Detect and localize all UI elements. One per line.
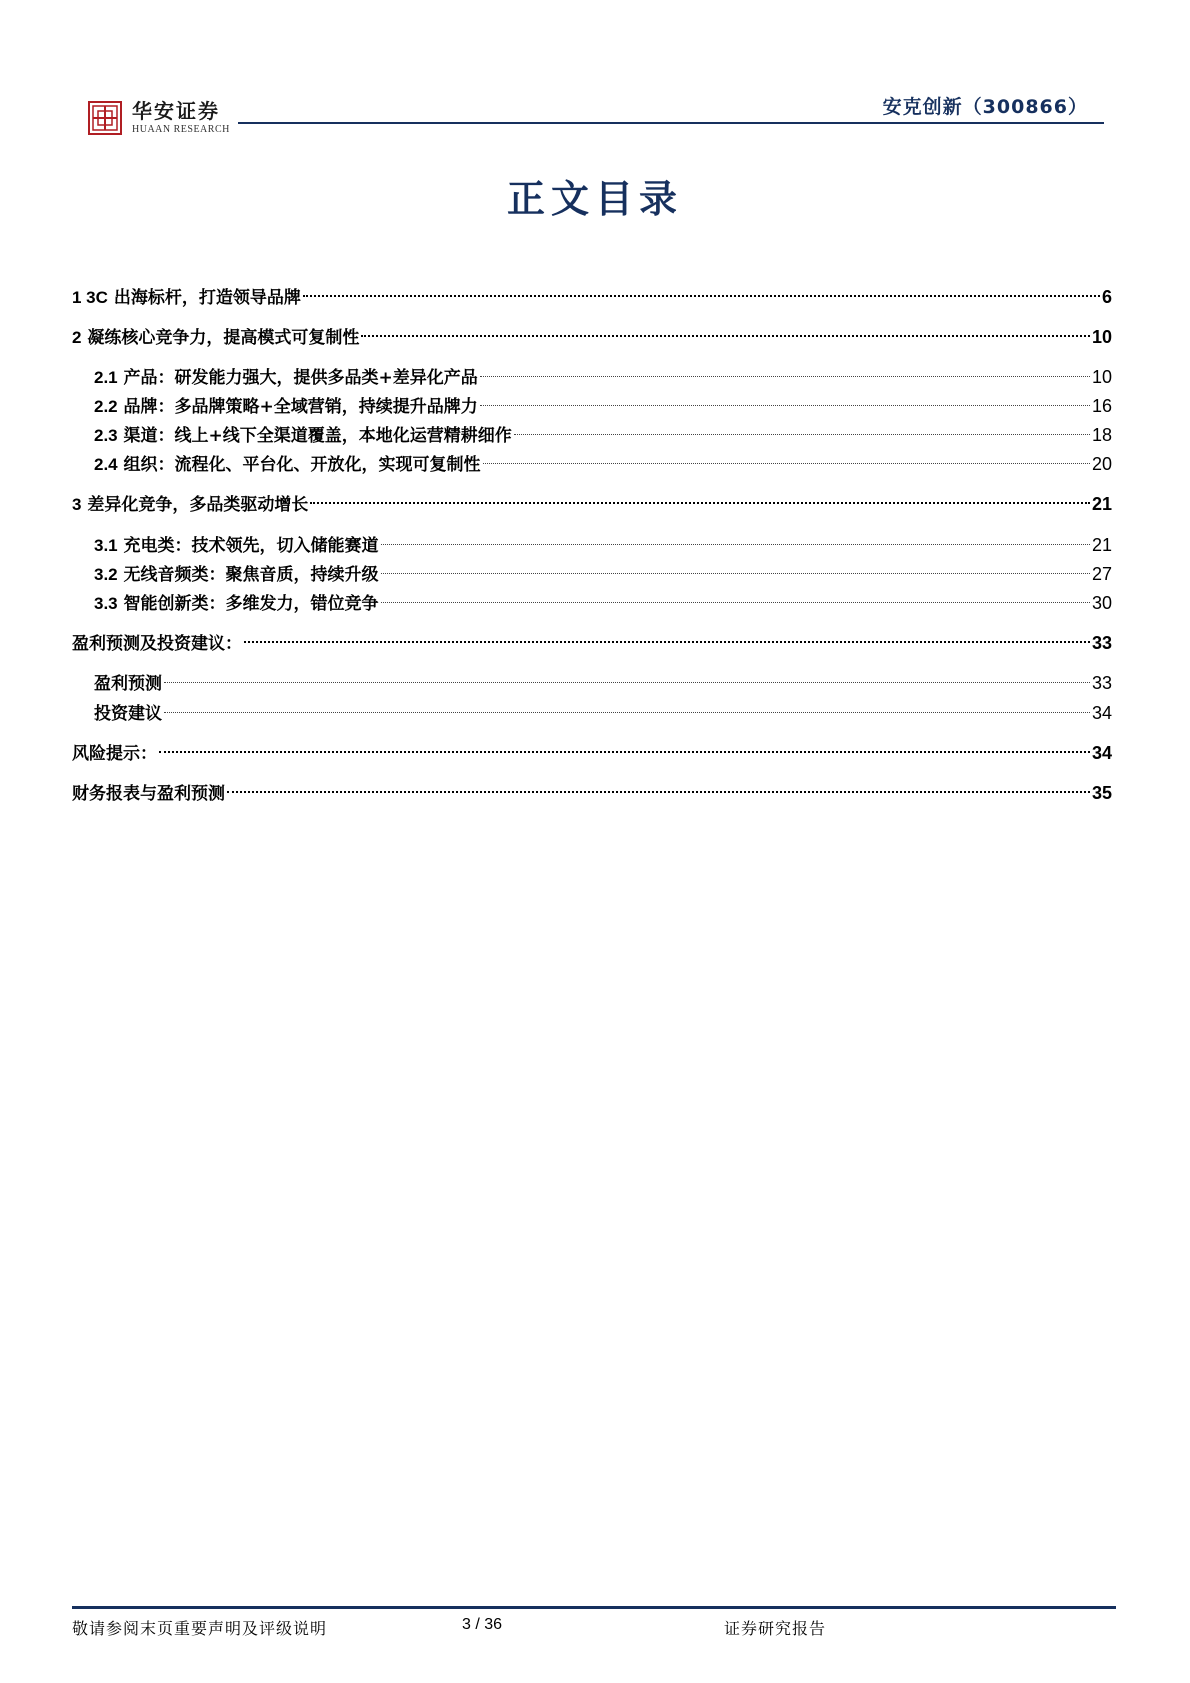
- page-header: [0, 0, 1190, 150]
- toc-dot-leader: [164, 682, 1090, 683]
- toc-entry-label: [94, 669, 162, 699]
- page-title: 正文目录: [506, 176, 683, 221]
- toc-entry[interactable]: [72, 420, 1112, 450]
- toc-entry[interactable]: [72, 628, 1112, 658]
- toc-entry-page: 10: [1091, 367, 1112, 387]
- toc-dot-leader: [244, 641, 1090, 643]
- toc-entry-page: 21: [1091, 494, 1112, 514]
- footer-disclaimer: 敬请参阅末页重要声明及评级说明: [72, 1619, 328, 1638]
- company-logo: [88, 100, 230, 136]
- toc-dot-leader: [381, 573, 1090, 574]
- header-divider: [238, 122, 1104, 124]
- toc-dot-leader: [381, 602, 1090, 603]
- toc-entry-page: 16: [1091, 396, 1112, 416]
- toc-entry-page: 10: [1091, 327, 1112, 347]
- toc-entry[interactable]: [72, 778, 1112, 808]
- toc-entry-text: 品牌：多品牌策略+全域营销，持续提升品牌力: [117, 397, 478, 417]
- toc-dot-leader: [303, 295, 1100, 297]
- toc-entry[interactable]: [72, 559, 1112, 589]
- toc-entry-text: 智能创新类：多维发力，错位竞争: [117, 594, 379, 614]
- toc-entry-number: 2.2: [94, 397, 118, 416]
- page-number: 3 / 36: [462, 1616, 503, 1633]
- toc-entry[interactable]: [72, 489, 1112, 519]
- toc-entry-page: 35: [1091, 783, 1112, 803]
- report-type: 证券研究报告: [724, 1619, 827, 1638]
- logo-chinese-name: 华安证券: [132, 99, 220, 123]
- toc-entry-text: 投资建议: [94, 704, 162, 724]
- toc-entry-label: [72, 283, 301, 313]
- toc-entry-text: 盈利预测: [94, 674, 162, 694]
- toc-entry-number: 2: [72, 328, 82, 347]
- toc-entry[interactable]: [72, 668, 1112, 698]
- toc-entry-number: 2.4: [94, 455, 118, 474]
- toc-entry-label: [94, 450, 481, 480]
- toc-entry-number: 2.1: [94, 368, 118, 387]
- stock-label: 安克创新（300866）: [882, 96, 1088, 118]
- toc-entry[interactable]: [72, 322, 1112, 352]
- toc-entry-text: 产品：研发能力强大，提供多品类+差异化产品: [117, 368, 478, 388]
- footer-divider: [72, 1606, 1116, 1609]
- toc-dot-leader: [159, 751, 1090, 753]
- toc-dot-leader: [361, 335, 1090, 337]
- toc-entry[interactable]: [72, 282, 1112, 312]
- toc-entry-label: [72, 629, 242, 659]
- toc-entry-text: 风险提示：: [72, 744, 157, 764]
- toc-dot-leader: [483, 463, 1090, 464]
- toc-entry-text: 组织：流程化、平台化、开放化，实现可复制性: [117, 455, 481, 475]
- toc-entry-text: 差异化竞争，多品类驱动增长: [81, 495, 309, 515]
- toc-dot-leader: [310, 502, 1090, 504]
- toc-entry-page: 33: [1091, 633, 1112, 653]
- toc-entry-number: 3: [72, 495, 82, 514]
- toc-entry-page: 18: [1091, 425, 1112, 445]
- toc-entry-label: [94, 560, 379, 590]
- toc-entry-label: [94, 699, 162, 729]
- toc-dot-leader: [514, 434, 1090, 435]
- toc-dot-leader: [381, 544, 1090, 545]
- toc-entry-page: 30: [1091, 593, 1112, 613]
- toc-entry-page: 34: [1091, 703, 1112, 723]
- toc-entry[interactable]: [72, 449, 1112, 479]
- toc-entry-text: 凝练核心竞争力，提高模式可复制性: [81, 328, 360, 348]
- toc-entry-page: 33: [1091, 673, 1112, 693]
- toc-dot-leader: [227, 791, 1090, 793]
- toc-entry-text: 渠道：线上+线下全渠道覆盖，本地化运营精耕细作: [117, 426, 512, 446]
- toc-dot-leader: [164, 712, 1090, 713]
- toc-entry-label: [94, 421, 512, 451]
- toc-entry-label: [94, 392, 478, 422]
- toc-entry-text: 财务报表与盈利预测: [72, 784, 225, 804]
- toc-entry[interactable]: [72, 698, 1112, 728]
- toc-entry-number: 3.1: [94, 536, 118, 555]
- toc-entry-page: 27: [1091, 564, 1112, 584]
- toc-entry-page: 34: [1091, 743, 1112, 763]
- logo-english-name: HUAAN RESEARCH: [132, 124, 230, 135]
- toc-dot-leader: [480, 405, 1090, 406]
- toc-entry-label: [72, 779, 225, 809]
- toc-entry-number: 3.3: [94, 594, 118, 613]
- toc-entry-label: [72, 323, 359, 353]
- toc-entry[interactable]: [72, 738, 1112, 768]
- toc-entry[interactable]: [72, 530, 1112, 560]
- toc-entry-text: 充电类：技术领先，切入储能赛道: [117, 536, 379, 556]
- toc-entry-label: [72, 739, 157, 769]
- toc-entry-page: 6: [1101, 287, 1112, 307]
- toc-entry-page: 21: [1091, 535, 1112, 555]
- toc-entry-label: [72, 490, 308, 520]
- toc-entry-label: [94, 531, 379, 561]
- toc-entry-text: 出海标杆，打造领导品牌: [107, 288, 301, 308]
- toc-entry-label: [94, 363, 478, 393]
- toc-entry-number: 2.3: [94, 426, 118, 445]
- toc-entry-page: 20: [1091, 454, 1112, 474]
- toc-entry-text: 盈利预测及投资建议：: [72, 634, 242, 654]
- toc-entry-number: 1 3C: [72, 288, 108, 307]
- toc-dot-leader: [480, 376, 1090, 377]
- toc-entry[interactable]: [72, 391, 1112, 421]
- toc-entry[interactable]: [72, 362, 1112, 392]
- toc-entry-label: [94, 589, 379, 619]
- toc-entry-text: 无线音频类：聚焦音质，持续升级: [117, 565, 379, 585]
- seal-icon: [88, 101, 122, 135]
- toc-entry[interactable]: [72, 588, 1112, 618]
- toc-entry-number: 3.2: [94, 565, 118, 584]
- page-footer: [72, 1616, 1116, 1642]
